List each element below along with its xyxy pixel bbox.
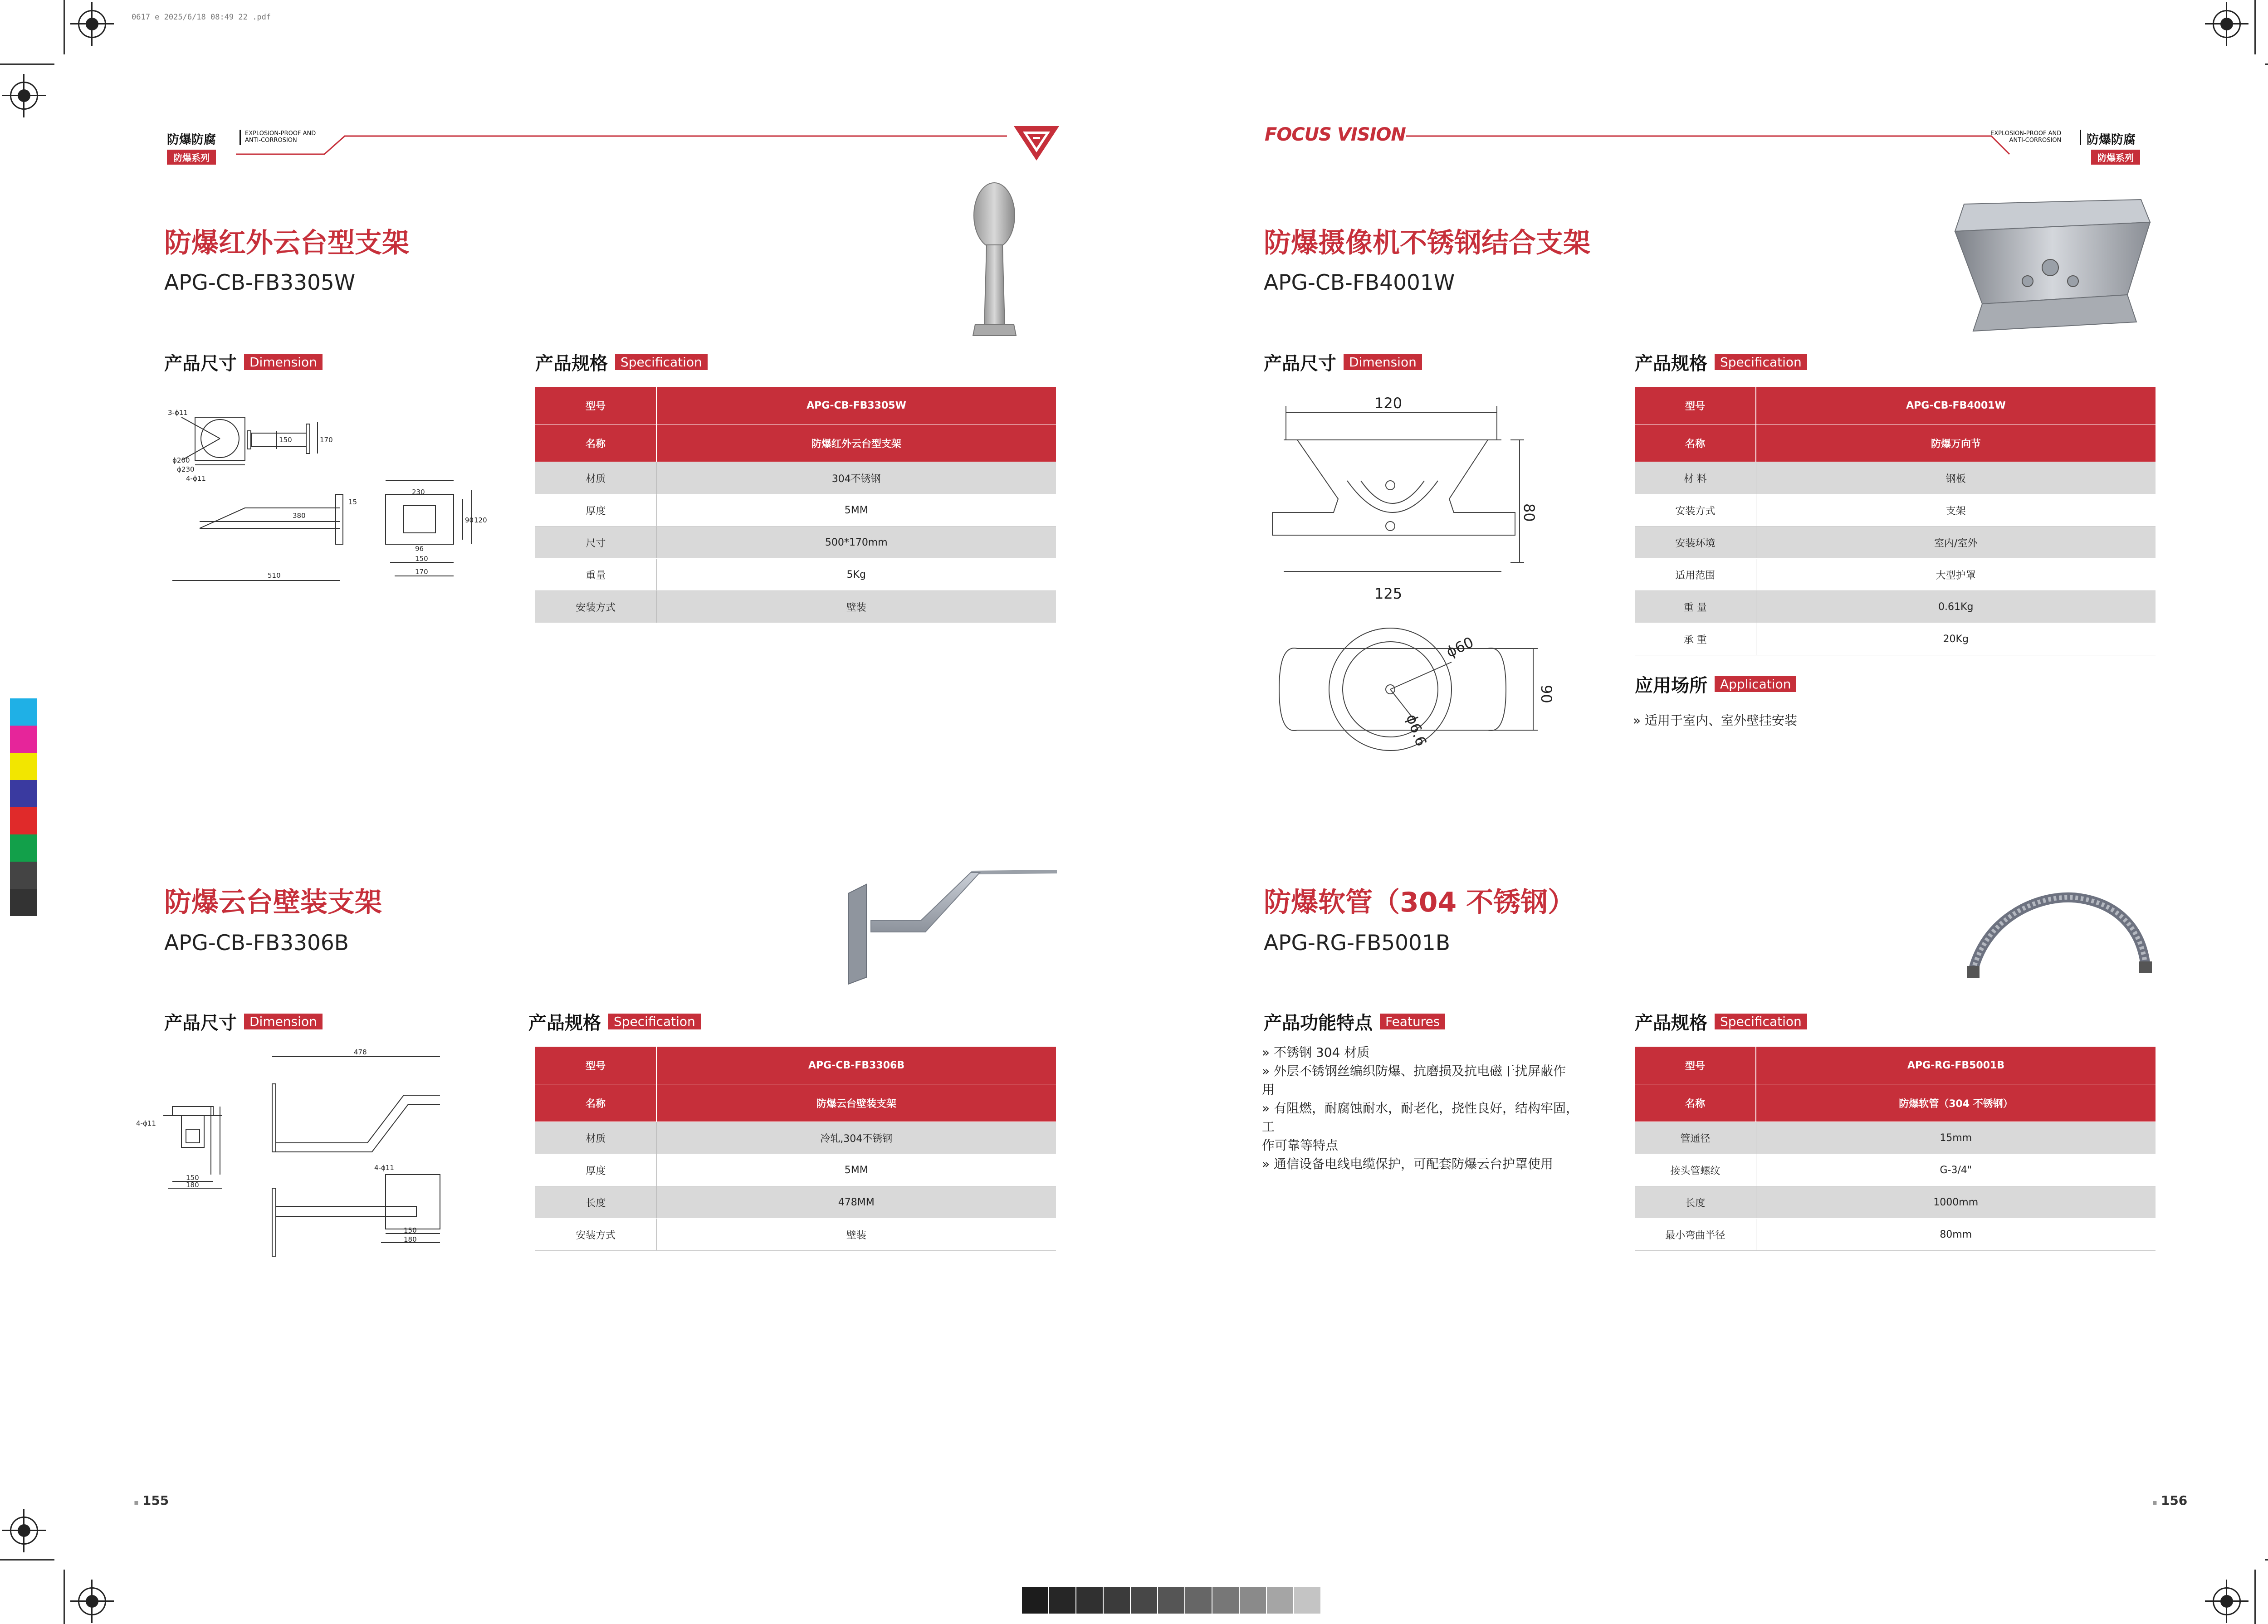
- dimension-drawing: [132, 1043, 458, 1247]
- product-title: 防爆摄像机不锈钢结合支架: [1264, 227, 1590, 259]
- spec-value: 5MM: [656, 494, 1056, 527]
- spec-key: 长度: [1635, 1186, 1756, 1219]
- product-title: 防爆软管（304 不锈钢）: [1264, 887, 1575, 918]
- dim-label: 170: [415, 568, 428, 576]
- spec-tag: Specification: [1715, 354, 1807, 370]
- gray-swatch: [1022, 1587, 1048, 1614]
- list-item: » 有阻燃，耐腐蚀耐水，耐老化，挠性良好，结构牢固，工: [1262, 1101, 1579, 1134]
- dim-label: 4-ϕ11: [374, 1164, 394, 1172]
- dimension-heading: [164, 349, 323, 375]
- spec-label: 产品规格: [1635, 1013, 1707, 1034]
- table-row: [1635, 1186, 2156, 1219]
- table-row: [535, 387, 1056, 424]
- product-title: 防爆云台壁装支架: [164, 887, 382, 918]
- table-row: [535, 527, 1056, 559]
- list-item: 用: [1262, 1082, 1275, 1097]
- crop-mark: [0, 1559, 54, 1561]
- dim-label: 380: [293, 512, 306, 520]
- spec-key: 型号: [1635, 1047, 1756, 1084]
- features-tag: Features: [1380, 1014, 1445, 1029]
- spec-key: 最小弯曲半径: [1635, 1219, 1756, 1251]
- brand-logo-icon: [1012, 122, 1061, 163]
- spec-value: 0.61Kg: [1756, 591, 2156, 623]
- spec-key: 材质: [535, 1122, 656, 1154]
- gray-swatch: [1294, 1587, 1320, 1614]
- spec-table: [1635, 1047, 2156, 1251]
- spec-value: 防爆红外云台型支架: [656, 424, 1056, 462]
- page-number: [134, 1493, 169, 1508]
- spec-key: 材质: [535, 462, 656, 494]
- dim-label: 15: [348, 498, 357, 506]
- dim-label: 180: [186, 1181, 199, 1189]
- spec-key: 名称: [1635, 1084, 1756, 1122]
- registration-mark-icon: [2213, 10, 2241, 38]
- spec-label: 产品规格: [1635, 353, 1707, 374]
- product-model: APG-CB-FB3305W: [164, 270, 356, 295]
- spec-value: 冷轧,304不锈钢: [656, 1122, 1056, 1154]
- header-en-line1: EXPLOSION-PROOF AND: [245, 130, 316, 137]
- dimension-label: 产品尺寸: [164, 353, 237, 374]
- color-swatch-yellow: [10, 753, 37, 780]
- table-row: [1635, 1122, 2156, 1154]
- product-image-camera-bracket: [1946, 190, 2155, 340]
- header-rule: [236, 130, 1066, 166]
- gray-swatch: [1240, 1587, 1266, 1614]
- dim-label: 80: [1520, 503, 1538, 522]
- header-series-tag: 防爆系列: [167, 150, 216, 165]
- gray-swatch: [1158, 1587, 1184, 1614]
- dimension-label: 产品尺寸: [164, 1013, 237, 1034]
- gray-swatch: [1212, 1587, 1239, 1614]
- spec-value: 20Kg: [1756, 623, 2156, 655]
- spec-table: [535, 387, 1056, 623]
- page-number: [2152, 1493, 2187, 1508]
- gray-swatch: [1267, 1587, 1293, 1614]
- spec-key: 接头管螺纹: [1635, 1154, 1756, 1186]
- spec-key: 名称: [1635, 424, 1756, 462]
- spec-key: 材 料: [1635, 462, 1756, 494]
- dim-label: 4-ϕ11: [136, 1119, 156, 1127]
- dim-label: 510: [268, 571, 281, 580]
- spec-key: 名称: [535, 1084, 656, 1122]
- spec-key: 尺寸: [535, 527, 656, 559]
- registration-mark-icon: [78, 10, 106, 38]
- crop-mark: [2265, 63, 2268, 65]
- crop-mark: [2254, 0, 2256, 54]
- table-row: [1635, 527, 2156, 559]
- spec-value: 防爆软管（304 不锈钢）: [1756, 1084, 2156, 1122]
- table-row: [1635, 1154, 2156, 1186]
- header-series-tag: 防爆系列: [2091, 150, 2140, 165]
- header-en-line2: ANTI-CORROSION: [2009, 137, 2062, 144]
- registration-mark-icon: [10, 82, 38, 110]
- dimension-drawing: [163, 408, 499, 603]
- header-en: [1990, 130, 2061, 144]
- color-swatch-green: [10, 834, 37, 862]
- spec-heading: [1635, 349, 1807, 375]
- dim-label: 120: [1374, 395, 1403, 412]
- dim-label: 180: [404, 1235, 417, 1244]
- spec-key: 厚度: [535, 494, 656, 527]
- table-row: [1635, 1047, 2156, 1084]
- spec-value: 壁装: [656, 591, 1056, 623]
- spec-key: 适用范围: [1635, 559, 1756, 591]
- spec-value: 防爆云台壁装支架: [656, 1084, 1056, 1122]
- product-model: APG-CB-FB3306B: [164, 931, 349, 956]
- spec-value: 304不锈钢: [656, 462, 1056, 494]
- spec-key: 厚度: [535, 1154, 656, 1186]
- dim-label: 230: [412, 488, 425, 496]
- dim-label: 150: [404, 1226, 417, 1234]
- spec-key: 重量: [535, 559, 656, 591]
- print-info-line: 0617 e 2025/6/18 08:49 22 .pdf: [132, 13, 271, 22]
- spec-value: 支架: [1756, 494, 2156, 527]
- list-item: » 外层不锈钢丝编织防爆、抗磨损及抗电磁干扰屏蔽作: [1262, 1063, 1566, 1078]
- spec-key: 管通径: [1635, 1122, 1756, 1154]
- dimension-heading: [1264, 349, 1422, 375]
- spec-key: 安装方式: [535, 1219, 656, 1251]
- dim-label: 4-ϕ11: [186, 474, 206, 483]
- brand-name: FOCUS VISION: [1265, 124, 1406, 145]
- spec-tag: Specification: [1715, 1014, 1807, 1029]
- gray-swatch: [1131, 1587, 1157, 1614]
- registration-mark-icon: [10, 1517, 38, 1545]
- product-image-wall-arm: [844, 866, 1061, 989]
- color-swatch-cyan: [10, 698, 37, 726]
- table-row: [535, 1047, 1056, 1084]
- dim-label: ϕ200: [172, 456, 190, 464]
- spec-value: 500*170mm: [656, 527, 1056, 559]
- table-row: [535, 424, 1056, 462]
- registration-mark-icon: [78, 1587, 106, 1615]
- spec-key: 长度: [535, 1186, 656, 1219]
- table-row: [1635, 462, 2156, 494]
- table-row: [535, 1122, 1056, 1154]
- table-row: [1635, 424, 2156, 462]
- table-row: [1635, 387, 2156, 424]
- spec-table: [1635, 387, 2156, 655]
- application-label: 应用场所: [1635, 675, 1707, 696]
- table-row: [1635, 623, 2156, 655]
- table-row: [1635, 494, 2156, 527]
- spec-value: 478MM: [656, 1186, 1056, 1219]
- spec-label: 产品规格: [535, 353, 608, 374]
- spec-value: G-3/4": [1756, 1154, 2156, 1186]
- spec-value: 大型护罩: [1756, 559, 2156, 591]
- dim-label: 150: [279, 436, 292, 444]
- spec-table: [535, 1047, 1056, 1251]
- product-image-flex-hose: [1960, 880, 2159, 984]
- product-model: APG-CB-FB4001W: [1264, 270, 1455, 295]
- spec-key: 名称: [535, 424, 656, 462]
- page-number-prefix-icon: ▪: [2152, 1498, 2157, 1507]
- dim-label: ϕ230: [177, 465, 195, 473]
- crop-mark: [2254, 1570, 2256, 1624]
- dim-label: 125: [1374, 585, 1403, 602]
- list-item: » 通信设备电线电缆保护，可配套防爆云台护罩使用: [1262, 1156, 1554, 1171]
- crop-mark: [0, 63, 54, 65]
- header-en-line2: ANTI-CORROSION: [245, 137, 297, 144]
- features-label: 产品功能特点: [1264, 1013, 1373, 1034]
- product-title: 防爆红外云台型支架: [164, 227, 409, 259]
- header-divider: [2080, 130, 2081, 145]
- spec-value: 15mm: [1756, 1122, 2156, 1154]
- page-number-value: 155: [142, 1493, 169, 1508]
- application-heading: [1635, 671, 1796, 697]
- dimension-tag: Dimension: [244, 1014, 323, 1029]
- dim-label: 90: [1538, 685, 1555, 703]
- gray-swatch: [1185, 1587, 1212, 1614]
- spec-value: 钢板: [1756, 462, 2156, 494]
- dim-label: ϕ60: [1443, 633, 1476, 661]
- table-row: [1635, 1219, 2156, 1251]
- spec-heading: [528, 1009, 701, 1034]
- application-tag: Application: [1715, 676, 1796, 692]
- gray-swatch: [1049, 1587, 1075, 1614]
- spec-value: 5MM: [656, 1154, 1056, 1186]
- features-heading: [1264, 1009, 1445, 1034]
- spec-key: 承 重: [1635, 623, 1756, 655]
- table-row: [535, 1154, 1056, 1186]
- dimension-drawing: [1270, 390, 1555, 816]
- spec-value: 防爆万向节: [1756, 424, 2156, 462]
- spec-key: 重 量: [1635, 591, 1756, 623]
- spec-value: APG-RG-FB5001B: [1756, 1047, 2156, 1084]
- product-model: APG-RG-FB5001B: [1264, 931, 1451, 956]
- table-row: [1635, 591, 2156, 623]
- header-title: 防爆防腐: [167, 133, 216, 147]
- table-row: [535, 1186, 1056, 1219]
- table-row: [535, 494, 1056, 527]
- table-row: [535, 559, 1056, 591]
- spec-value: 80mm: [1756, 1219, 2156, 1251]
- color-swatch-black: [10, 889, 37, 916]
- spec-key: 型号: [535, 387, 656, 424]
- spec-label: 产品规格: [528, 1013, 601, 1034]
- features-list: [1262, 1043, 1579, 1173]
- table-row: [1635, 1084, 2156, 1122]
- list-item: 作可靠等特点: [1262, 1138, 1339, 1153]
- spec-key: 安装方式: [1635, 494, 1756, 527]
- crop-mark: [64, 1570, 65, 1624]
- dim-label: 150: [186, 1174, 199, 1182]
- dim-label: 90: [465, 516, 474, 524]
- header-title: 防爆防腐: [2087, 133, 2136, 147]
- crop-mark: [2265, 1559, 2268, 1561]
- spec-key: 型号: [535, 1047, 656, 1084]
- spec-heading: [535, 349, 708, 375]
- spec-key: 安装方式: [535, 591, 656, 623]
- table-row: [535, 1084, 1056, 1122]
- color-swatch-dark: [10, 862, 37, 889]
- table-row: [535, 591, 1056, 623]
- header-en-line1: EXPLOSION-PROOF AND: [1990, 130, 2062, 137]
- spec-value: 壁装: [656, 1219, 1056, 1251]
- spec-tag: Specification: [615, 354, 708, 370]
- dimension-tag: Dimension: [1344, 354, 1422, 370]
- list-item: » 不锈钢 304 材质: [1262, 1045, 1370, 1060]
- spec-value: 室内/室外: [1756, 527, 2156, 559]
- application-text: » 适用于室内、室外壁挂安装: [1633, 713, 1798, 728]
- header-rule: [1406, 130, 2000, 166]
- color-swatch-red: [10, 807, 37, 834]
- spec-value: APG-CB-FB3305W: [656, 387, 1056, 424]
- gray-swatch: [1104, 1587, 1130, 1614]
- dim-label: 478: [354, 1048, 367, 1056]
- spec-tag: Specification: [608, 1014, 701, 1029]
- page-number-prefix-icon: ▪: [134, 1498, 139, 1507]
- page-number-value: 156: [2160, 1493, 2188, 1508]
- product-image-bracket-pole: [966, 181, 1030, 340]
- registration-mark-icon: [2213, 1587, 2241, 1615]
- spec-value: 5Kg: [656, 559, 1056, 591]
- spec-value: 1000mm: [1756, 1186, 2156, 1219]
- dimension-tag: Dimension: [244, 354, 323, 370]
- spec-key: 型号: [1635, 387, 1756, 424]
- table-row: [1635, 559, 2156, 591]
- dimension-heading: [164, 1009, 323, 1034]
- spec-key: 安装环境: [1635, 527, 1756, 559]
- spec-value: APG-CB-FB3306B: [656, 1047, 1056, 1084]
- dim-label: ϕ6.6: [1403, 712, 1430, 749]
- dim-label: 96: [415, 545, 424, 553]
- table-row: [535, 1219, 1056, 1251]
- gray-swatch: [1076, 1587, 1103, 1614]
- crop-mark: [64, 0, 65, 54]
- table-row: [535, 462, 1056, 494]
- dimension-label: 产品尺寸: [1264, 353, 1336, 374]
- color-swatch-magenta: [10, 726, 37, 753]
- color-swatch-blue: [10, 780, 37, 807]
- spec-value: APG-CB-FB4001W: [1756, 387, 2156, 424]
- dim-label: 150: [415, 555, 428, 563]
- spec-heading: [1635, 1009, 1807, 1034]
- dim-label: 120: [474, 516, 487, 524]
- dim-label: 3-ϕ11: [168, 409, 188, 417]
- dim-label: 170: [320, 436, 333, 444]
